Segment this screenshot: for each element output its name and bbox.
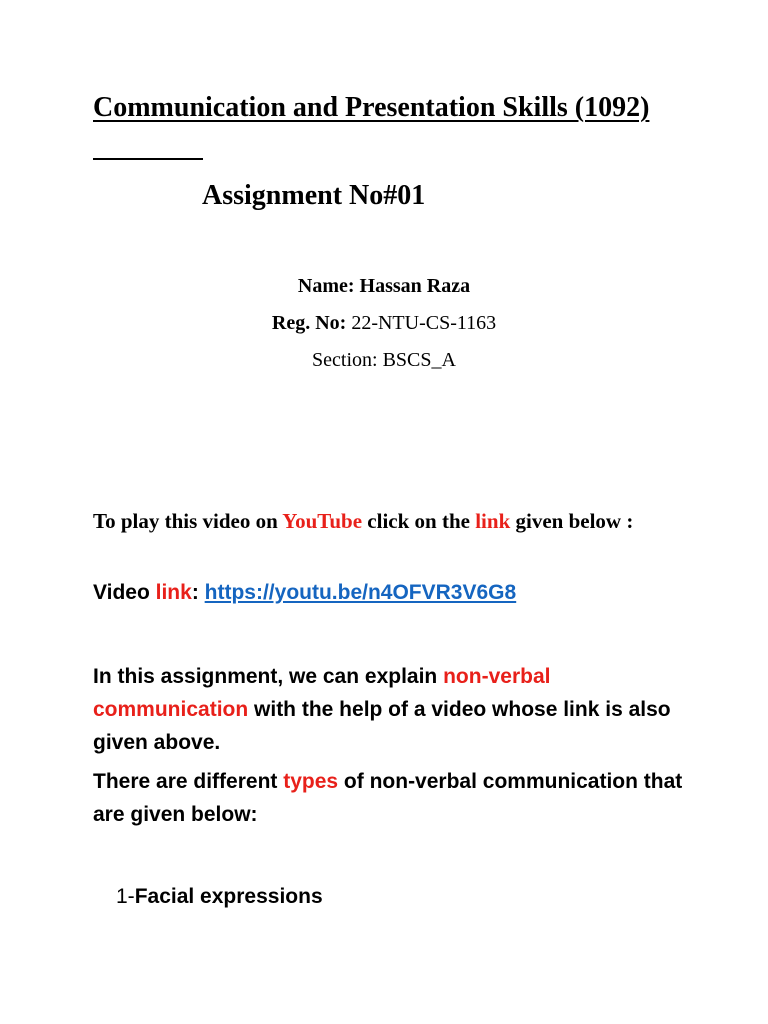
title-text: Communication and Presentation Skills (1092) bbox=[93, 92, 650, 123]
non-verbal-communication-highlight: non-verbal communication bbox=[93, 665, 551, 721]
student-reg-no bbox=[0, 309, 768, 337]
para2-text-1: There are different bbox=[93, 770, 284, 793]
list-item-text: Facial expressions bbox=[134, 885, 323, 908]
video-label: Video bbox=[93, 581, 156, 604]
name-value: Hassan Raza bbox=[359, 275, 471, 297]
para1-text-2: with the help of a video whose link is also given above. bbox=[93, 698, 671, 754]
title-underline-blank bbox=[93, 128, 203, 160]
list-item bbox=[116, 881, 323, 913]
document-title bbox=[93, 88, 693, 172]
link-word: link bbox=[475, 509, 511, 533]
video-link-word: link bbox=[155, 581, 192, 604]
reg-value: 22-NTU-CS-1163 bbox=[351, 312, 497, 334]
video-intro-paragraph bbox=[93, 505, 693, 537]
assignment-heading: Assignment No#01 bbox=[202, 180, 426, 211]
para1-text-1: In this assignment, we can explain bbox=[93, 665, 444, 688]
list-item-number: 1- bbox=[116, 885, 135, 908]
youtube-word: YouTube bbox=[282, 509, 363, 533]
youtube-url-link[interactable]: https://youtu.be/n4OFVR3V6G8 bbox=[204, 581, 517, 604]
video-link-line bbox=[93, 577, 516, 609]
intro-text-2: click on the bbox=[362, 509, 476, 533]
student-name bbox=[0, 272, 768, 300]
video-colon: : bbox=[191, 581, 205, 604]
para2-text-2: of non-verbal communication that are given below: bbox=[93, 770, 683, 826]
name-label: Name: bbox=[297, 275, 355, 297]
student-section bbox=[0, 346, 768, 374]
types-paragraph bbox=[93, 765, 693, 831]
reg-label: Reg. No: bbox=[271, 312, 347, 334]
assignment-description-paragraph bbox=[93, 660, 693, 759]
section-value: BSCS_A bbox=[382, 349, 456, 371]
intro-text-1: To play this video on bbox=[93, 509, 283, 533]
section-label: Section: bbox=[312, 349, 378, 371]
types-highlight: types bbox=[283, 770, 339, 793]
intro-text-3: given below : bbox=[510, 509, 634, 533]
